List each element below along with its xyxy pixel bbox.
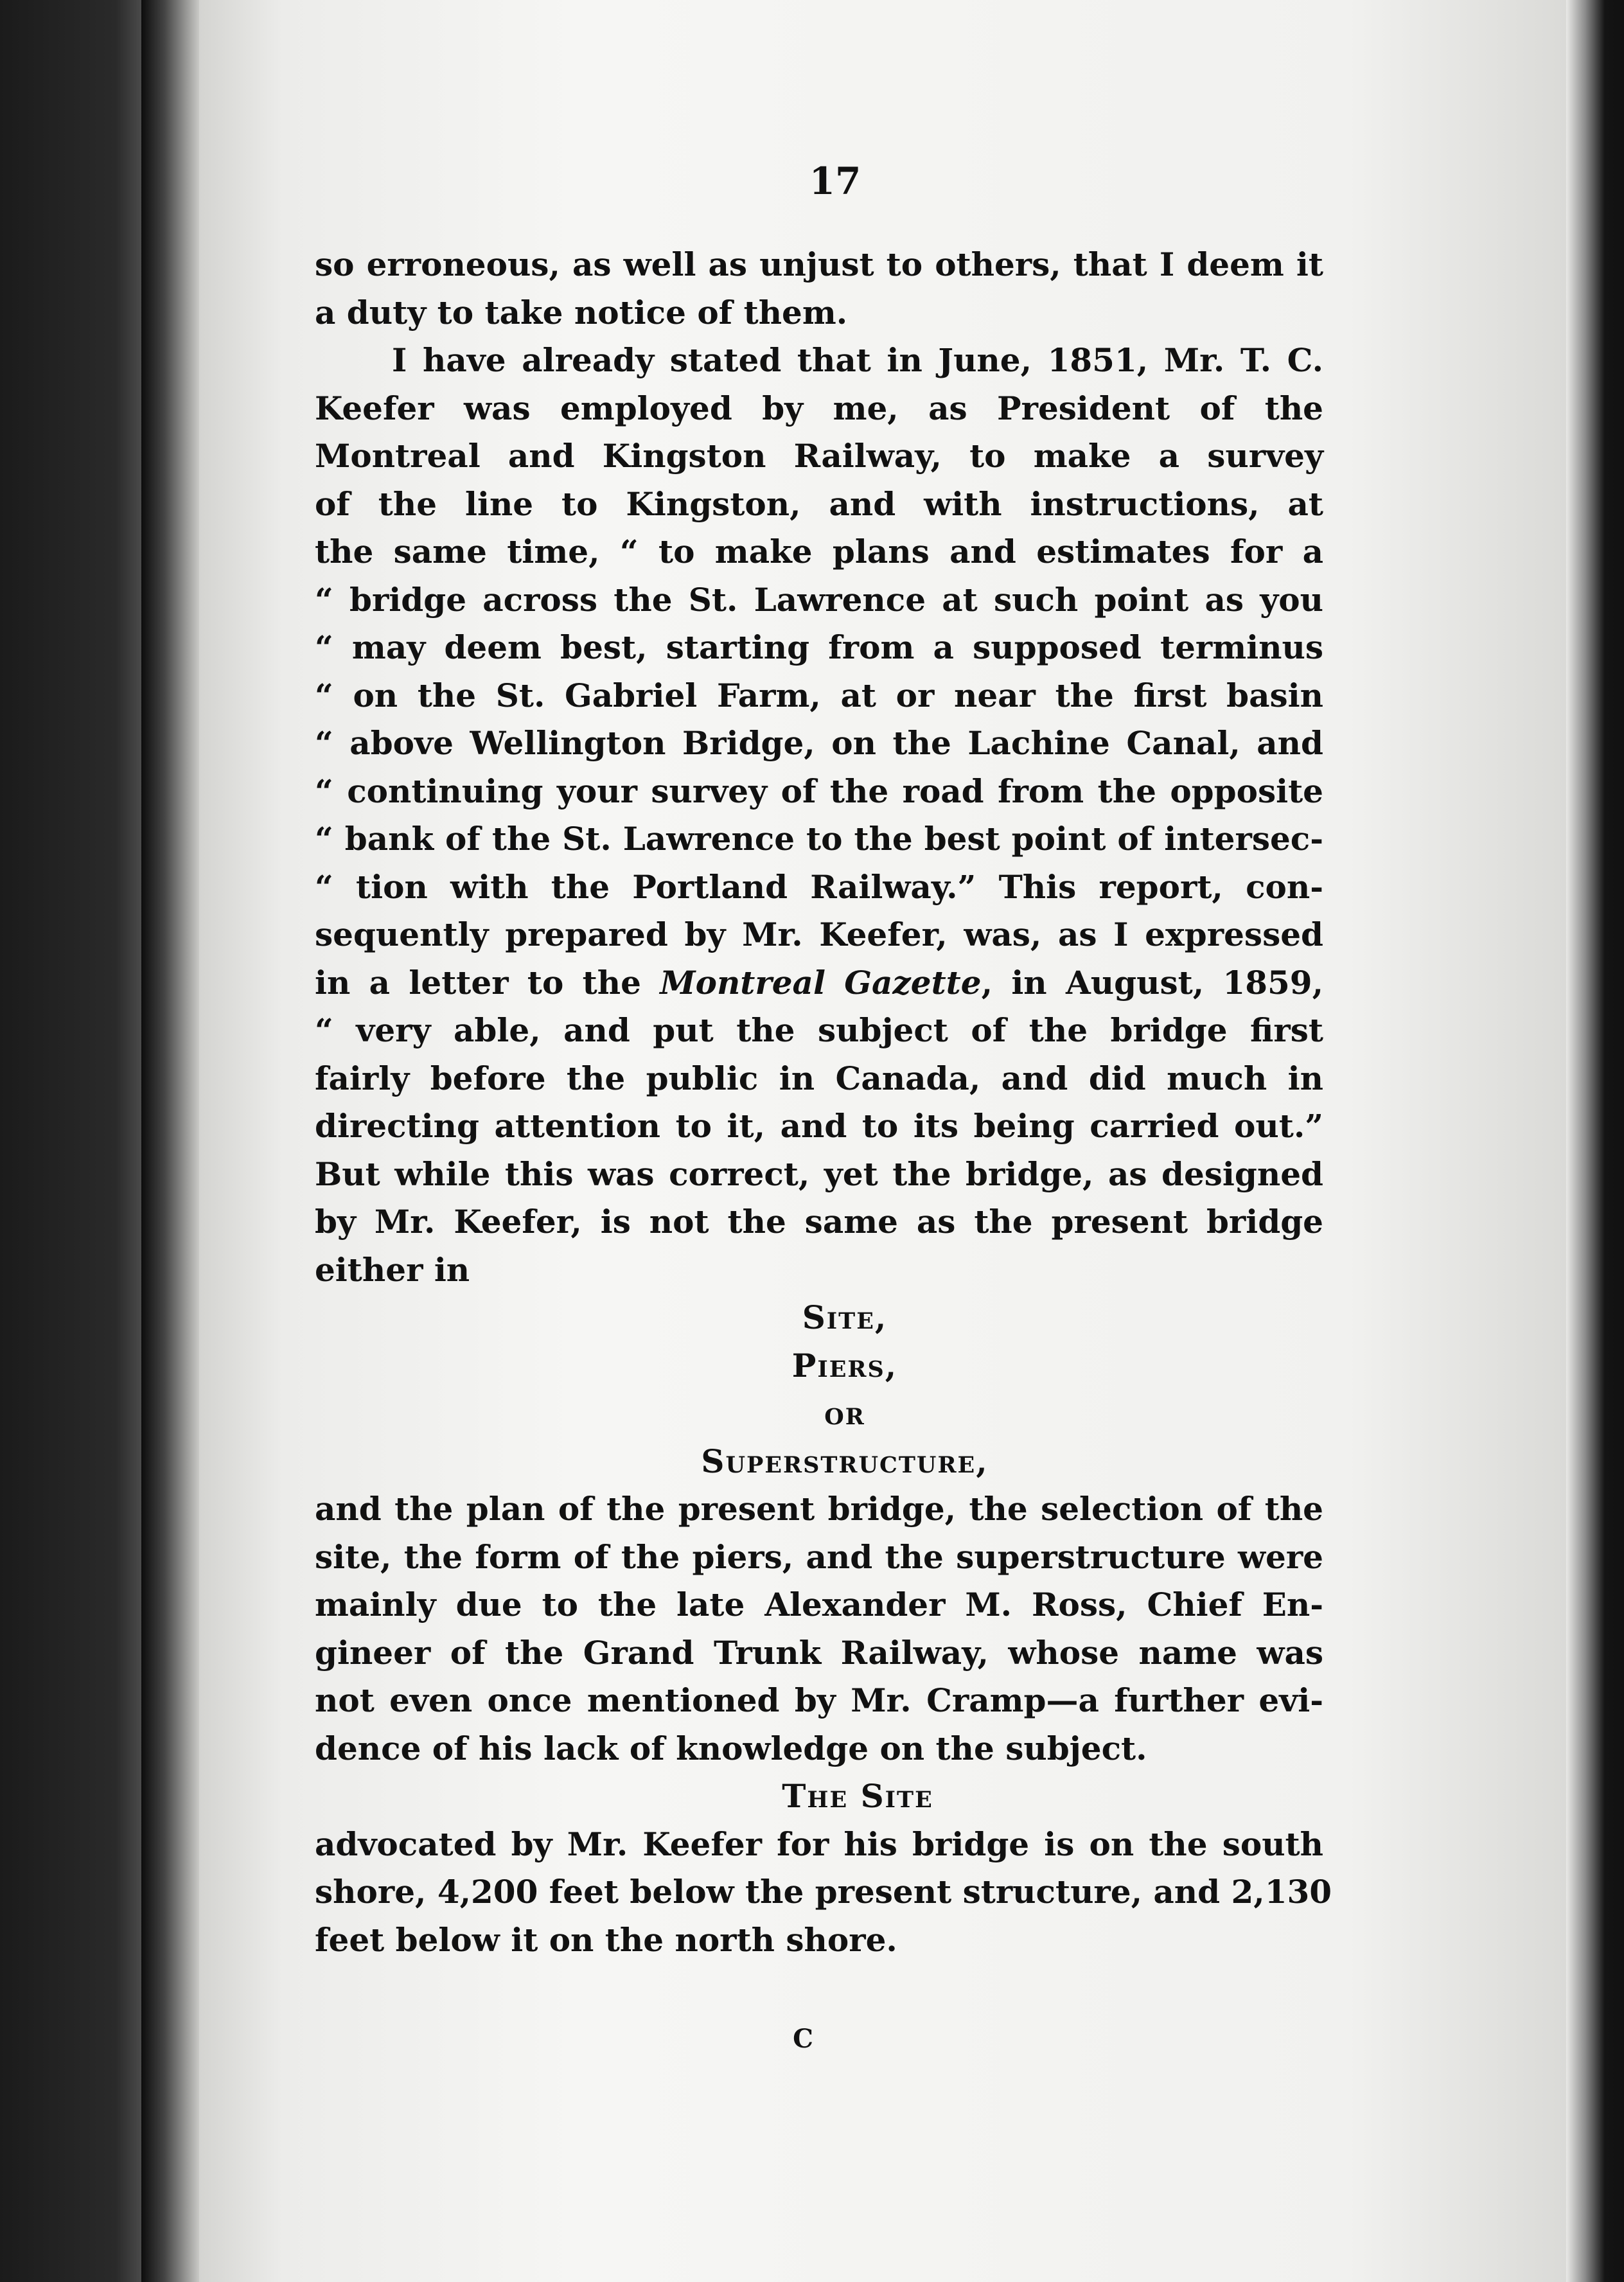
text-line: either in (315, 1250, 470, 1289)
gazette-line-after: , in August, 1859, (981, 963, 1323, 1002)
quoted-line: “ may deem best, starting from a supposed terminus (315, 628, 1323, 666)
term-superstructure: Superstructure, (701, 1442, 989, 1480)
text-line: directing attention to it, and to its being carried out.” (315, 1107, 1323, 1145)
text-line: dence of his lack of knowledge on the subject. (315, 1729, 1147, 1767)
quoted-line: “ bridge across the St. Lawrence at such point as you (315, 580, 1323, 619)
gazette-line-before: in a letter to the (315, 963, 660, 1002)
text-line: by Mr. Keefer, is not the same as the present bridge (315, 1203, 1323, 1241)
section-heading: The Site (782, 1777, 933, 1815)
text-line: mainly due to the late Alexander M. Ross, Chief En- (315, 1586, 1323, 1623)
text-line: shore, 4,200 feet below the present structure, and 2,130 (315, 1873, 1332, 1911)
text-line: the same time, “ to make plans and estimates for a (315, 533, 1323, 570)
term-or: or (824, 1394, 865, 1432)
page-number: 17 (809, 159, 861, 203)
text-line: gineer of the Grand Trunk Railway, whose name was (315, 1633, 1323, 1672)
book-gutter (141, 0, 199, 2282)
text-line: Montreal and Kingston Railway, to make a survey (315, 437, 1323, 475)
signature-mark: C (793, 2024, 813, 2054)
term-site: Site, (802, 1298, 888, 1336)
gazette-line (315, 959, 1323, 1007)
paragraph-start-line: I have already stated that in June, 1851, Mr. T. C. (392, 341, 1323, 379)
text-line: advocated by Mr. Keefer for his bridge is on the south (315, 1825, 1323, 1863)
body-text (315, 241, 1332, 1964)
text-line: fairly before the public in Canada, and did much in (315, 1059, 1323, 1097)
newspaper-title: Montreal Gazette (660, 963, 982, 1002)
term-piers: Piers, (791, 1346, 898, 1384)
quoted-line: “ continuing your survey of the road from the opposite (315, 772, 1323, 810)
text-line: But while this was correct, yet the bridge, as designed (315, 1154, 1323, 1193)
text-line: not even once mentioned by Mr. Cramp—a further evi- (315, 1681, 1323, 1719)
quoted-line: “ on the St. Gabriel Farm, at or near the first basin (315, 676, 1323, 714)
text-line: so erroneous, as well as unjust to others, that I deem it (315, 245, 1323, 283)
quoted-line: “ bank of the St. Lawrence to the best point of intersec- (315, 820, 1323, 858)
text-line: Keefer was employed by me, as President of the (315, 389, 1323, 427)
text-line: and the plan of the present bridge, the selection of the (315, 1490, 1323, 1528)
text-line: site, the form of the piers, and the superstructure were (315, 1537, 1323, 1576)
scan-background-right (1566, 0, 1624, 2282)
quoted-line: “ very able, and put the subject of the bridge first (315, 1011, 1323, 1049)
text-line: feet below it on the north shore. (315, 1920, 897, 1959)
text-line: sequently prepared by Mr. Keefer, was, as I expressed (315, 915, 1323, 953)
quoted-line: “ above Wellington Bridge, on the Lachine Canal, and (315, 724, 1323, 762)
quoted-line: “ tion with the Portland Railway.” This report, con- (315, 867, 1323, 906)
text-line: a duty to take notice of them. (315, 293, 848, 332)
text-line: of the line to Kingston, and with instructions, at (315, 484, 1323, 523)
